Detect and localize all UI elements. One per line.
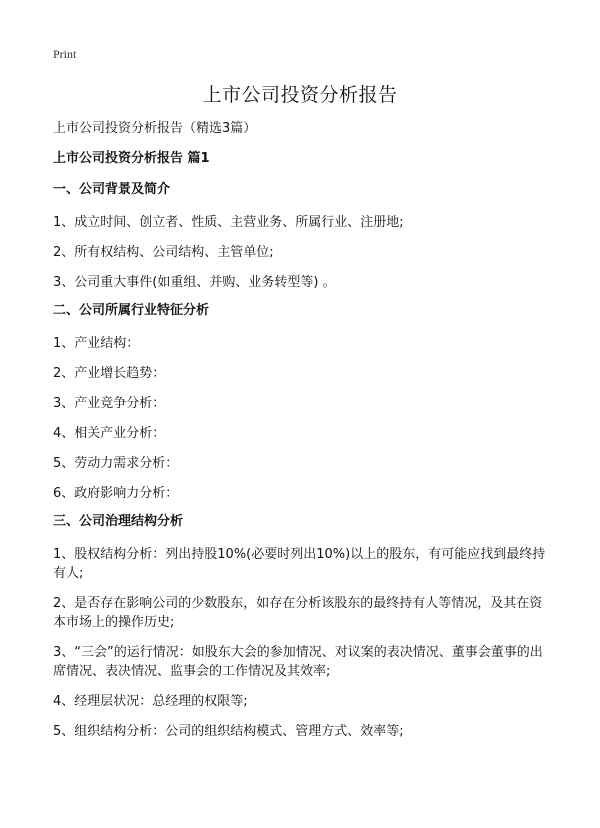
list-item: 4、相关产业分析： (53, 426, 166, 441)
section-governance (53, 514, 553, 741)
article-heading: 上市公司投资分析报告 篇1 (53, 151, 210, 166)
list-item: 1、产业结构： (53, 336, 140, 351)
document-subtitle: 上市公司投资分析报告（精选3篇） (53, 121, 257, 136)
document-title: 上市公司投资分析报告 (202, 84, 398, 106)
list-item: 4、经理层状况：总经理的权限等; (53, 694, 248, 709)
list-item: 3、公司重大事件(如重组、并购、业务转型等) 。 (53, 275, 336, 290)
print-link[interactable]: Print (53, 47, 77, 61)
section-heading: 二、公司所属行业特征分析 (53, 303, 210, 318)
section-background (53, 182, 553, 292)
list-item: 2、产业增长趋势： (53, 366, 166, 381)
list-item: 3、“三会”的运行情况：如股东大会的参加情况、对议案的表决情况、董事会董事的出席情况、表决情况、监事会的工作情况及其效率; (53, 645, 543, 679)
document-body (53, 121, 553, 752)
list-item: 2、所有权结构、公司结构、主管单位; (53, 245, 274, 260)
list-item: 3、产业竞争分析： (53, 396, 166, 411)
list-item: 6、政府影响力分析： (53, 486, 179, 501)
list-item: 1、成立时间、创立者、性质、主营业务、所属行业、注册地; (53, 215, 404, 230)
section-heading: 一、公司背景及简介 (53, 182, 171, 197)
list-item: 1、股权结构分析：列出持股10%(必要时列出10%)以上的股东，有可能应找到最终持有人; (53, 547, 546, 581)
section-heading: 三、公司治理结构分析 (53, 514, 184, 529)
list-item: 5、组织结构分析：公司的组织结构模式、管理方式、效率等; (53, 724, 404, 739)
list-item: 2、是否存在影响公司的少数股东，如存在分析该股东的最终持有人等情况，及其在资本市场上的操作历史; (53, 596, 543, 630)
list-item: 5、劳动力需求分析： (53, 456, 179, 471)
section-industry (53, 303, 553, 503)
